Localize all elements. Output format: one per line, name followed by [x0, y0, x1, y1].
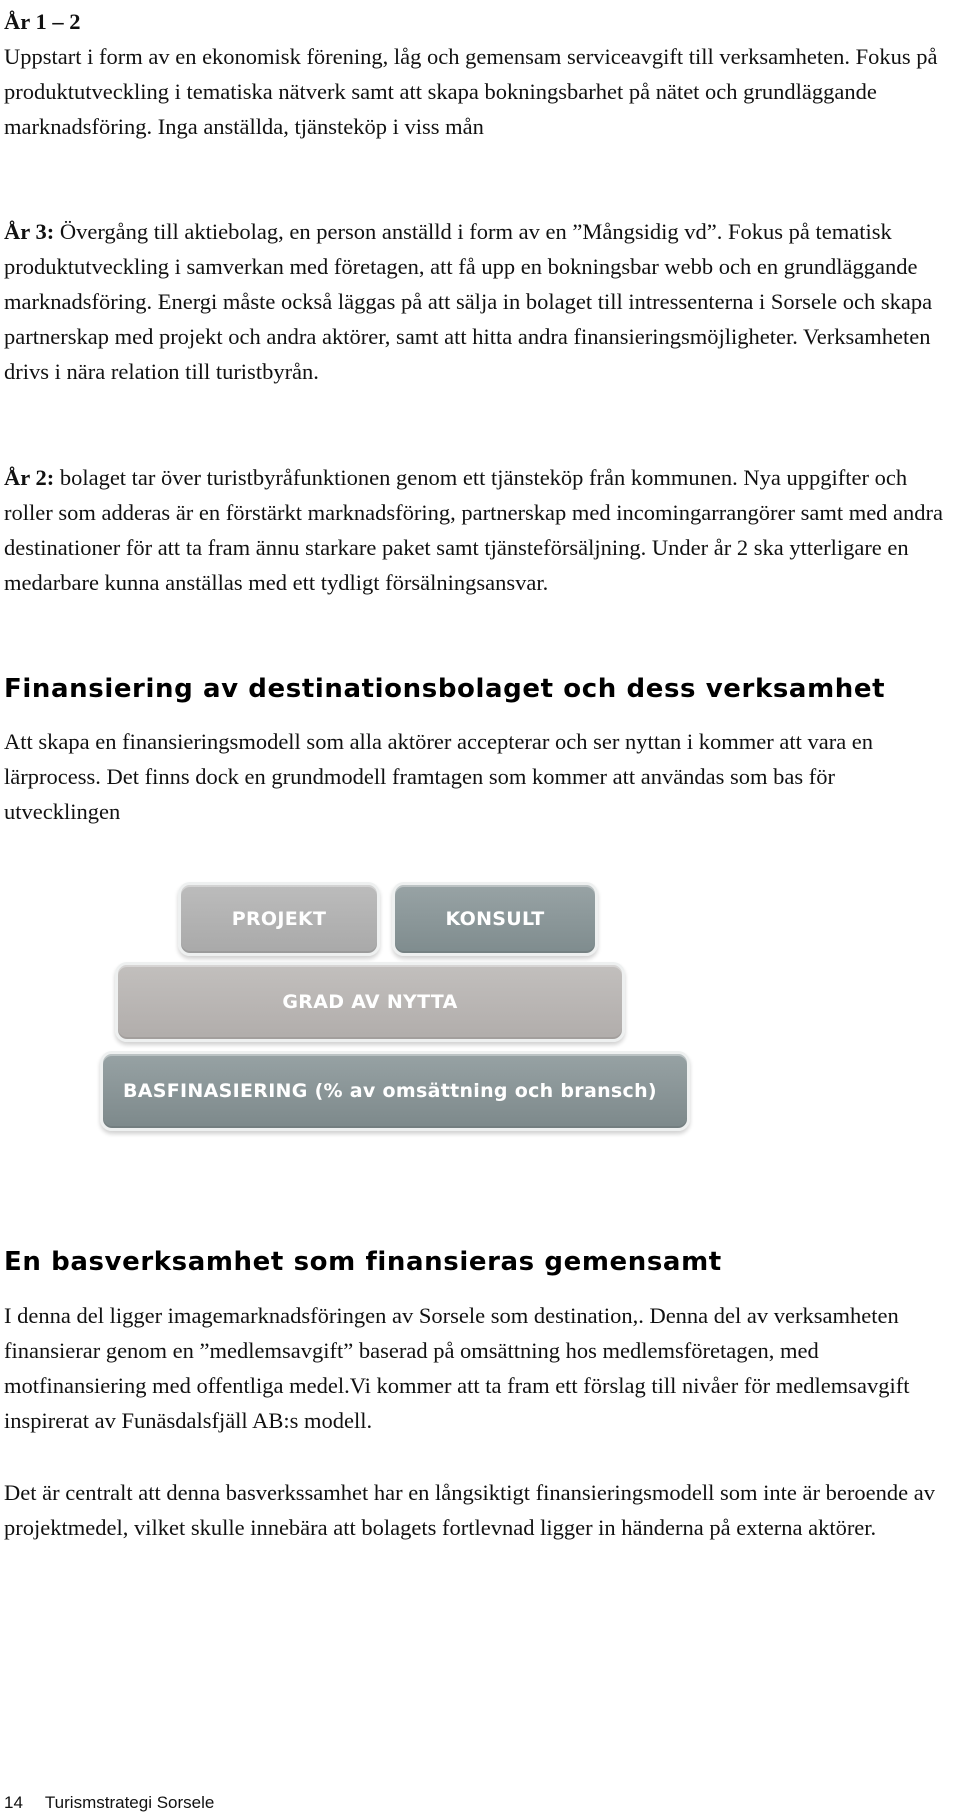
- page-footer: [4, 1792, 214, 1814]
- year-1-2-heading: År 1 – 2: [4, 9, 81, 34]
- pyramid-tier-basfinansiering: BASFINASIERING (% av omsättning och bransch): [100, 1051, 690, 1131]
- pyramid-tier-grad-av-nytta: GRAD AV NYTTA: [115, 962, 625, 1042]
- year-1-2-text: Uppstart i form av en ekonomisk förening, låg och gemensam serviceavgift till verksamheten. Fokus på produktutveckling i tematiska nätverk samt att skapa bokningsbarhet på nätet och grundläggande marknadsföring. Inga anställda, tjänsteköp i viss mån: [4, 44, 938, 139]
- basic-operations-para-1: I denna del ligger imagemarknadsföringen av Sorsele som destination,. Denna del av verksamheten finansierar genom en ”medlemsavgift” baserad på omsättning hos medlemsföretagen, med motfinansiering med offentliga medel.Vi kommer att ta fram ett förslag till nivåer för medlemsavgift inspirerat av Funäsdalsfjäll AB:s modell.: [4, 1303, 910, 1433]
- financing-text: Att skapa en finansieringsmodell som alla aktörer accepterar och ser nyttan i kommer att vara en lärprocess. Det finns dock en grundmodell framtagen som kommer att användas som bas för utvecklingen: [4, 729, 874, 824]
- year-1-2-section: [4, 4, 954, 144]
- year-3-lead: År 3:: [4, 219, 55, 244]
- page-number: 14: [4, 1793, 23, 1812]
- year-2-text: bolaget tar över turistbyråfunktionen genom ett tjänsteköp från kommunen. Nya uppgifter och roller som adderas är en förstärkt marknadsföring, partnerskap med incomingarrangörer samt med andra destinationer för att ta fram ännu starkare paket samt tjänsteförsäljning. Under år 2 ska ytterligare en medarbare kunna anställas med ett tydligt försälningsansvar.: [4, 465, 944, 595]
- financing-heading: Finansiering av destinationsbolaget och dess verksamhet: [4, 674, 886, 704]
- year-2-section: [4, 460, 954, 600]
- basic-operations-para-2: Det är centralt att denna basverkssamhet har en långsiktigt finansieringsmodell som inte är beroende av projektmedel, vilket skulle innebära att bolagets fortlevnad ligger in händerna på externa aktörer.: [4, 1480, 935, 1540]
- year-3-text: Övergång till aktiebolag, en person anställd i form av en ”Mångsidig vd”. Fokus på tematisk produktutveckling i samverkan med företagen, att få upp en bokningsbar webb och en grundläggande marknadsföring. Energi måste också läggas på att sälja in bolaget till intressenterna i Sorsele och skapa partnerskap med projekt och andra aktörer, samt att hitta andra finansieringsmöjligheter. Verksamheten drivs i nära relation till turistbyrån.: [4, 219, 933, 384]
- year-3-section: [4, 214, 954, 389]
- year-2-lead: År 2:: [4, 465, 55, 490]
- financing-pyramid-diagram: [100, 865, 700, 1135]
- pyramid-tier-projekt: PROJEKT: [178, 882, 380, 956]
- footer-title: Turismstrategi Sorsele: [44, 1793, 215, 1812]
- basic-operations-heading: En basverksamhet som finansieras gemensamt: [4, 1247, 722, 1277]
- pyramid-tier-konsult: KONSULT: [392, 882, 598, 956]
